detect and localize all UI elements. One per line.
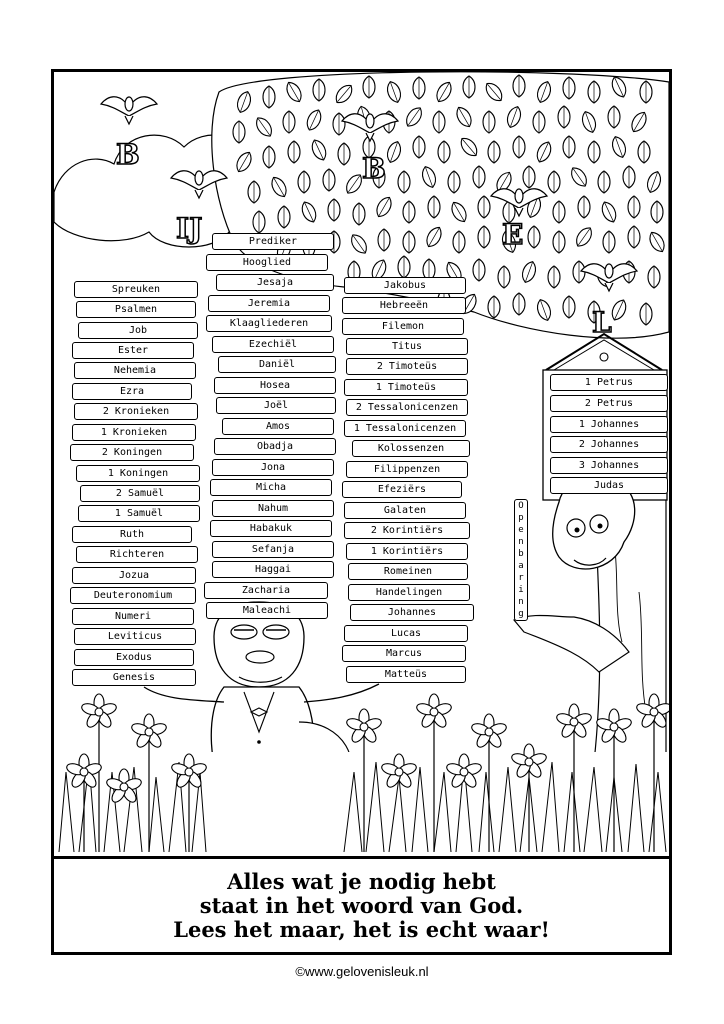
title-letter-l: L bbox=[592, 306, 612, 339]
title-letter-e: E bbox=[502, 218, 524, 251]
credit-text: ©www.gelovenisleuk.nl bbox=[295, 964, 429, 979]
book-spine: Jesaja bbox=[216, 274, 334, 291]
book-spine: Kolossenzen bbox=[352, 440, 470, 457]
book-spine: Zacharia bbox=[204, 582, 328, 599]
vertical-letter: e bbox=[518, 525, 524, 535]
vertical-letter: p bbox=[518, 513, 524, 523]
book-spine: Handelingen bbox=[348, 584, 470, 601]
vertical-letter: n bbox=[518, 537, 524, 547]
book-spine: 1 Johannes bbox=[550, 416, 668, 433]
caption-line: Lees het maar, het is echt waar! bbox=[173, 916, 550, 942]
book-spine: Galaten bbox=[344, 502, 466, 519]
vertical-letter: g bbox=[518, 609, 524, 619]
book-spine: Filippenzen bbox=[346, 461, 468, 478]
book-spine: Genesis bbox=[72, 669, 196, 686]
book-spine: Ruth bbox=[72, 526, 192, 543]
book-spine: Sefanja bbox=[212, 541, 334, 558]
book-spine: Titus bbox=[346, 338, 468, 355]
book-spine: Prediker bbox=[212, 233, 334, 250]
book-spine: Romeinen bbox=[348, 563, 468, 580]
book-spine: Deuteronomium bbox=[70, 587, 196, 604]
book-spine: Jona bbox=[212, 459, 334, 476]
book-spine: Ezra bbox=[72, 383, 192, 400]
book-spine: Joël bbox=[216, 397, 336, 414]
book-spine: Hebreeën bbox=[342, 297, 466, 314]
book-spine: Jakobus bbox=[344, 277, 466, 294]
book-spine: 1 Koningen bbox=[76, 465, 200, 482]
book-spine: Johannes bbox=[350, 604, 474, 621]
book-spine: 1 Samuël bbox=[78, 505, 200, 522]
book-spine: 3 Johannes bbox=[550, 457, 668, 474]
book-spine: Lucas bbox=[344, 625, 468, 642]
book-spine: Ester bbox=[72, 342, 194, 359]
book-spine: Matteüs bbox=[346, 666, 466, 683]
book-spine-vertical bbox=[514, 499, 528, 621]
dove-icon bbox=[101, 97, 157, 124]
book-spine: 1 Timoteüs bbox=[344, 379, 468, 396]
caption-line: Alles wat je nodig hebt bbox=[227, 868, 496, 894]
book-spine: Leviticus bbox=[74, 628, 196, 645]
book-spine: Jozua bbox=[72, 567, 196, 584]
book-spine: 1 Kronieken bbox=[72, 424, 196, 441]
vertical-letter: O bbox=[518, 501, 524, 511]
book-spine: Psalmen bbox=[76, 301, 196, 318]
book-spine: 2 Samuël bbox=[80, 485, 200, 502]
book-spine: Hooglied bbox=[206, 254, 328, 271]
vertical-letter: a bbox=[518, 561, 524, 571]
book-spine: Daniël bbox=[218, 356, 336, 373]
book-spine: 2 Koningen bbox=[70, 444, 194, 461]
book-spine: Habakuk bbox=[210, 520, 332, 537]
vertical-letter: i bbox=[518, 585, 524, 595]
book-spine: Hosea bbox=[214, 377, 336, 394]
title-letter-ij: IJ bbox=[176, 212, 203, 245]
vertical-letter: r bbox=[518, 573, 524, 583]
book-spine: Efeziërs bbox=[342, 481, 462, 498]
book-spine: 1 Tessalonicenzen bbox=[344, 420, 466, 437]
book-spine: Filemon bbox=[342, 318, 464, 335]
caption-line: staat in het woord van God. bbox=[199, 892, 524, 918]
caption-box bbox=[54, 856, 669, 952]
book-spine: Amos bbox=[222, 418, 334, 435]
book-spine: 2 Tessalonicenzen bbox=[346, 399, 468, 416]
book-spine: 2 Timoteüs bbox=[346, 358, 468, 375]
book-spine: 2 Korintiërs bbox=[344, 522, 470, 539]
title-letter-b1: B bbox=[116, 138, 140, 171]
title-letter-b2: B bbox=[362, 152, 386, 185]
book-spine: Judas bbox=[550, 477, 668, 494]
book-spine: Numeri bbox=[72, 608, 194, 625]
book-spine: 1 Petrus bbox=[550, 374, 668, 391]
book-spine: Haggai bbox=[212, 561, 334, 578]
book-spine: Nehemia bbox=[74, 362, 196, 379]
book-spine: Nahum bbox=[212, 500, 334, 517]
book-spine: 2 Johannes bbox=[550, 436, 668, 453]
book-spine: 1 Korintiërs bbox=[346, 543, 468, 560]
book-spine: Exodus bbox=[74, 649, 194, 666]
book-spine: Richteren bbox=[76, 546, 198, 563]
book-spine: Spreuken bbox=[74, 281, 198, 298]
book-spine: Obadja bbox=[214, 438, 336, 455]
book-spine: 2 Petrus bbox=[550, 395, 668, 412]
book-spine: Micha bbox=[210, 479, 332, 496]
book-spine: Klaagliederen bbox=[206, 315, 332, 332]
vertical-letter: b bbox=[518, 549, 524, 559]
book-spine: Jeremia bbox=[208, 295, 330, 312]
vertical-letter: n bbox=[518, 597, 524, 607]
book-spine: Ezechiël bbox=[212, 336, 334, 353]
book-spine: Job bbox=[78, 322, 198, 339]
book-spine: Maleachi bbox=[206, 602, 328, 619]
book-spine: 2 Kronieken bbox=[74, 403, 198, 420]
book-spine: Marcus bbox=[342, 645, 466, 662]
